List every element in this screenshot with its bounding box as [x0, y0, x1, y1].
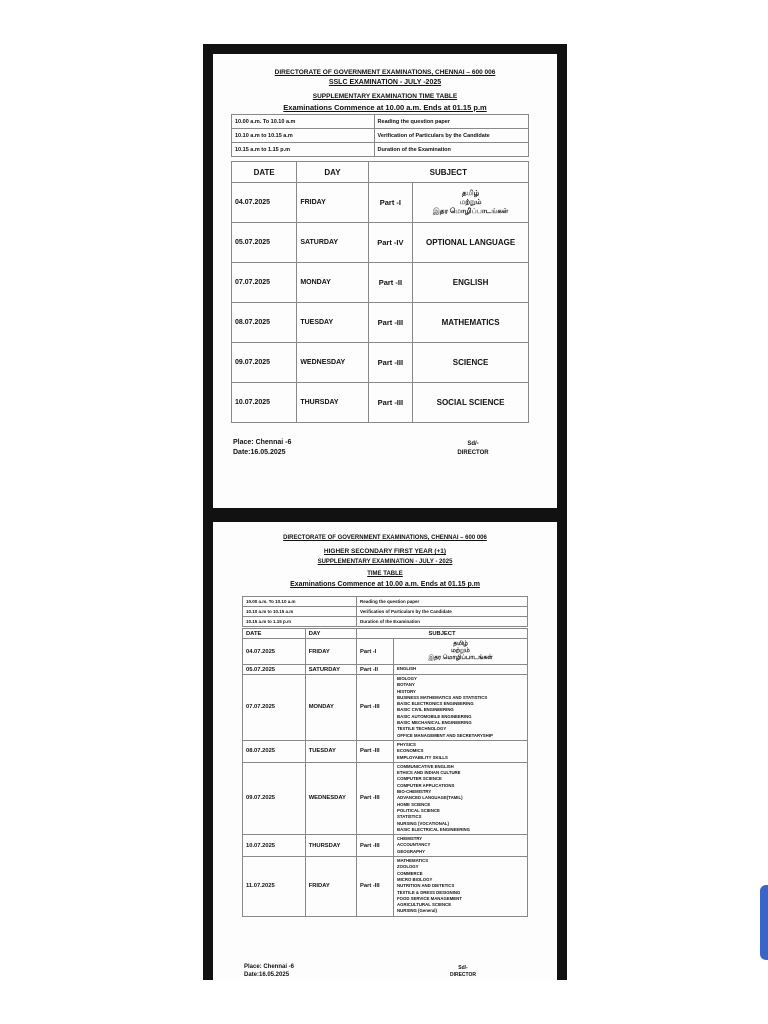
exam-date: 04.07.2025: [232, 183, 297, 223]
timing-row: [243, 607, 528, 617]
subject-item: OFFICE MANAGEMENT AND SECRETARYSHIP: [397, 732, 493, 738]
subject-item: FOOD SERVICE MANAGEMENT: [397, 895, 462, 901]
subject-item: POLITICAL SCIENCE: [397, 807, 440, 813]
sslc-signature: [451, 440, 495, 458]
table-row: [232, 343, 529, 383]
subject-item: BIOLOGY: [397, 676, 417, 681]
timing-row: [232, 115, 529, 129]
subject-item: NURSING (General): [397, 908, 437, 914]
sslc-timetable-title: SUPPLEMENTARY EXAMINATION TIME TABLE: [312, 93, 458, 100]
timing-row: [232, 129, 529, 143]
subject-item: ACCOUNTANCY: [397, 842, 431, 848]
subject-line: மற்றும்: [451, 648, 470, 654]
sslc-exam-title: SSLC EXAMINATION - JULY -2025: [328, 79, 442, 86]
exam-day: SATURDAY: [305, 665, 356, 675]
exam-part: Part -III: [356, 762, 393, 834]
table-row: [232, 303, 529, 343]
table-row: [243, 740, 528, 762]
signature-director: DIRECTOR: [457, 450, 489, 456]
hse-signature: [441, 965, 485, 979]
column-header-date: DATE: [243, 629, 306, 639]
subject-item: ETHICS AND INDIAN CULTURE: [397, 770, 461, 776]
timing-time: 10.00 a.m. To 10.10 a.m: [243, 597, 357, 607]
exam-date: 09.07.2025: [232, 343, 297, 383]
exam-date: 08.07.2025: [243, 740, 306, 762]
exam-day: SATURDAY: [297, 223, 368, 263]
exam-part: Part -IV: [368, 223, 413, 263]
exam-part: Part -III: [368, 303, 413, 343]
sslc-schedule-table: [231, 161, 529, 423]
exam-date: 05.07.2025: [243, 665, 306, 675]
table-row: [243, 857, 528, 917]
exam-day: TUESDAY: [305, 740, 356, 762]
timing-row: [232, 143, 529, 157]
column-header-subject: SUBJECT: [356, 629, 527, 639]
subject-item: STATISTICS: [397, 814, 422, 820]
exam-day: THURSDAY: [305, 835, 356, 857]
subject-item: HOME SCIENCE: [397, 801, 431, 807]
sslc-directorate-title: DIRECTORATE OF GOVERNMENT EXAMINATIONS, CHENNAI – 600 006: [274, 69, 496, 76]
document-page-sslc: [213, 54, 557, 508]
exam-subjects: [394, 665, 528, 675]
column-header-day: DAY: [305, 629, 356, 639]
side-panel-tab[interactable]: [760, 885, 768, 960]
subject-line: தமிழ்: [453, 641, 468, 647]
exam-date: 11.07.2025: [243, 857, 306, 917]
subject-item: COMMUNICATIVE ENGLISH: [397, 763, 454, 769]
timing-time: 10.10 a.m to 10.15 a.m: [243, 607, 357, 617]
exam-subject: [413, 183, 529, 223]
exam-subjects: [394, 762, 528, 834]
table-row: [232, 383, 529, 423]
subject-item: NUTRITION AND DIETETICS: [397, 883, 455, 889]
timing-time: 10.15 a.m to 1.15 p.m: [243, 617, 357, 627]
hse-directorate-title: DIRECTORATE OF GOVERNMENT EXAMINATIONS, CHENNAI – 600 006: [283, 535, 487, 541]
exam-part: Part -III: [368, 343, 413, 383]
table-row: [232, 223, 529, 263]
subject-item: ZOOLOGY: [397, 864, 419, 870]
subject-item: BUSINESS MATHEMATICS AND STATISTICS: [397, 694, 488, 700]
column-header-day: DAY: [297, 162, 368, 183]
document-page-hse: [213, 522, 557, 980]
subject-item: TEXTILE & DRESS DESIGNING: [397, 889, 461, 895]
subject-item: BASIC AUTOMOBILE ENGINEERING: [397, 713, 472, 719]
subject-item: BOTANY: [397, 682, 415, 688]
subject-item: BIO-CHEMISTRY: [397, 789, 432, 795]
subject-item: MATHEMATICS: [397, 858, 429, 864]
exam-subjects: [394, 835, 528, 857]
table-row: [243, 675, 528, 741]
exam-part: Part -II: [368, 263, 413, 303]
exam-part: Part -III: [356, 835, 393, 857]
subject-item: MICRO BIOLOGY: [397, 876, 433, 882]
exam-subject: MATHEMATICS: [413, 303, 529, 343]
exam-subjects: [394, 639, 528, 665]
column-header-subject: SUBJECT: [368, 162, 528, 183]
exam-day: WEDNESDAY: [305, 762, 356, 834]
sslc-commence-text: Examinations Commence at 10.00 a.m. Ends at 01.15 p.m: [283, 103, 487, 112]
timing-time: 10.00 a.m. To 10.10 a.m: [232, 115, 375, 129]
exam-subject: SCIENCE: [413, 343, 529, 383]
exam-day: FRIDAY: [305, 639, 356, 665]
hse-timing-table: [242, 596, 528, 627]
subject-item: BASIC CIVIL ENGINEERING: [397, 707, 454, 713]
exam-part: Part -III: [356, 675, 393, 741]
subject-item: ENGLISH: [397, 666, 417, 672]
exam-date: 09.07.2025: [243, 762, 306, 834]
subject-item: COMPUTER SCIENCE: [397, 776, 442, 782]
timing-activity: Verification of Particulars by the Candidate: [357, 607, 528, 617]
signature-sd: Sd/-: [467, 441, 479, 447]
exam-date: 05.07.2025: [232, 223, 297, 263]
exam-date: 10.07.2025: [232, 383, 297, 423]
subject-line: இதர மொழிப்பாடங்கள்: [428, 655, 493, 661]
timing-activity: Reading the question paper: [357, 597, 528, 607]
table-row: [232, 183, 529, 223]
exam-subjects: [394, 675, 528, 741]
timing-activity: Duration of the Examination: [374, 143, 528, 157]
hse-supplementary-title: SUPPLEMENTARY EXAMINATION - JULY - 2025: [317, 559, 453, 565]
exam-part: Part -III: [356, 740, 393, 762]
table-row: [243, 835, 528, 857]
exam-day: MONDAY: [305, 675, 356, 741]
subject-item: ADVANCED LANGUAGE(TAMIL): [397, 795, 463, 801]
signature-director: DIRECTOR: [449, 972, 477, 978]
subject-item: BASIC ELECTRICAL ENGINEERING: [397, 826, 471, 832]
document-frame-hse: [203, 512, 567, 980]
table-header-row: [243, 629, 528, 639]
subject-item: AGRICULTURAL SCIENCE: [397, 902, 452, 908]
exam-subject: SOCIAL SCIENCE: [413, 383, 529, 423]
subject-item: NURSING (VOCATIONAL): [397, 820, 449, 826]
subject-item: BASIC ELECTRONICS ENGINEERING: [397, 701, 474, 707]
timing-time: 10.15 a.m to 1.15 p.m: [232, 143, 375, 157]
subject-line: இதர மொழிப்பாடங்கள்: [433, 208, 509, 215]
subject-item: PHYSICS: [397, 741, 416, 747]
exam-day: FRIDAY: [305, 857, 356, 917]
subject-line: தமிழ்: [462, 190, 480, 197]
hse-schedule-table: [242, 628, 528, 917]
exam-part: Part -I: [356, 639, 393, 665]
footer-date: Date:16.05.2025: [244, 972, 290, 978]
exam-subjects: [394, 857, 528, 917]
sslc-footer-left: [233, 438, 291, 458]
timing-activity: Reading the question paper: [374, 115, 528, 129]
column-header-date: DATE: [232, 162, 297, 183]
subject-item: COMPUTER APPLICATIONS: [397, 782, 455, 788]
exam-day: FRIDAY: [297, 183, 368, 223]
exam-part: Part -II: [356, 665, 393, 675]
timing-activity: Verification of Particulars by the Candidate: [374, 129, 528, 143]
signature-sd: Sd/-: [458, 965, 468, 971]
subject-item: ECONOMICS: [397, 748, 424, 754]
table-row: [243, 762, 528, 834]
timing-row: [243, 597, 528, 607]
footer-place: Place: Chennai -6: [244, 964, 295, 970]
exam-subject: OPTIONAL LANGUAGE: [413, 223, 529, 263]
timing-time: 10.10 a.m to 10.15 a.m: [232, 129, 375, 143]
footer-date: Date:16.05.2025: [233, 449, 286, 456]
hse-commence-text: Examinations Commence at 10.00 a.m. Ends at 01.15 p.m: [290, 581, 480, 588]
subject-line: மற்றும்: [459, 199, 482, 206]
exam-subject: ENGLISH: [413, 263, 529, 303]
subject-item: COMMERCE: [397, 870, 423, 876]
subject-item: CHEMISTRY: [397, 836, 423, 842]
subject-item: GEOGRAPHY: [397, 848, 425, 854]
table-header-row: [232, 162, 529, 183]
sslc-timing-table: [231, 114, 529, 157]
exam-date: 07.07.2025: [243, 675, 306, 741]
timing-activity: Duration of the Examination: [357, 617, 528, 627]
table-row: [232, 263, 529, 303]
table-row: [243, 665, 528, 675]
hse-timetable-title: TIME TABLE: [367, 571, 403, 577]
hse-footer-left: [244, 963, 294, 979]
exam-date: 10.07.2025: [243, 835, 306, 857]
timing-row: [243, 617, 528, 627]
exam-part: Part -III: [356, 857, 393, 917]
hse-exam-title: HIGHER SECONDARY FIRST YEAR (+1): [323, 548, 447, 555]
subject-item: TEXTILE TECHNOLOGY: [397, 726, 447, 732]
table-row: [243, 639, 528, 665]
exam-part: Part -I: [368, 183, 413, 223]
exam-day: THURSDAY: [297, 383, 368, 423]
exam-subjects: [394, 740, 528, 762]
subject-item: BASIC MECHANICAL ENGINEERING: [397, 720, 472, 726]
exam-day: MONDAY: [297, 263, 368, 303]
exam-date: 07.07.2025: [232, 263, 297, 303]
exam-part: Part -III: [368, 383, 413, 423]
subject-item: HISTORY: [397, 688, 416, 694]
document-frame-sslc: [203, 44, 567, 512]
subject-item: EMPLOYABILITY SKILLS: [397, 754, 448, 760]
exam-day: WEDNESDAY: [297, 343, 368, 383]
exam-date: 04.07.2025: [243, 639, 306, 665]
exam-day: TUESDAY: [297, 303, 368, 343]
footer-place: Place: Chennai -6: [233, 439, 292, 446]
exam-date: 08.07.2025: [232, 303, 297, 343]
